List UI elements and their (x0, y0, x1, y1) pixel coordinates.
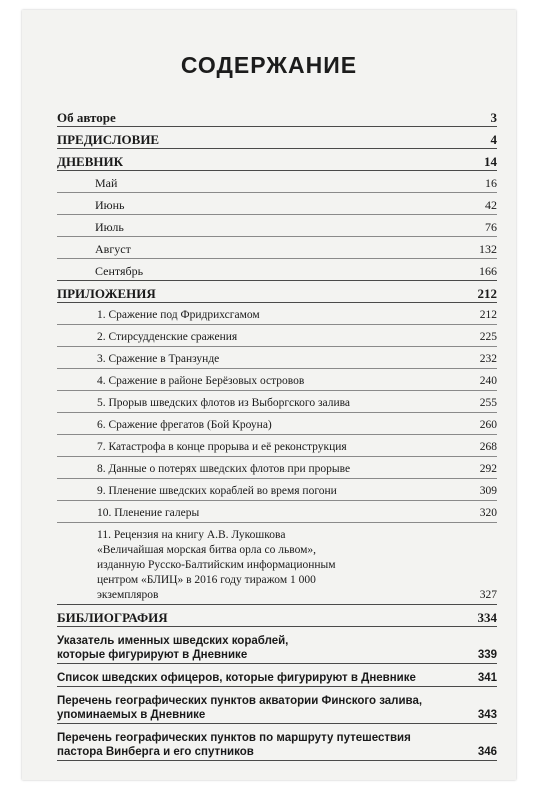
toc-entry-label: Июнь (95, 198, 125, 212)
page-title: СОДЕРЖАНИЕ (180, 52, 358, 78)
toc-entry-appendix-10 (57, 506, 497, 521)
toc-entry-page: 16 (485, 176, 497, 190)
toc-entry-appendix-6 (57, 418, 497, 433)
toc-entry-page: 255 (479, 397, 497, 409)
toc-entry-page: 225 (479, 331, 497, 343)
toc-entry-page: 292 (479, 463, 497, 475)
toc-entry-label: Перечень географических пунктов по маршруту путешествия пастора Винберга и его спутников (57, 732, 411, 758)
toc-entry-page: 268 (479, 441, 497, 453)
toc-entry-page: 212 (477, 286, 497, 301)
toc-entry-route-places (57, 731, 497, 759)
toc-entry-appendices (57, 286, 497, 301)
toc-entry-label: 2. Стирсудденские сражения (97, 331, 238, 343)
toc-entry-label: Август (95, 242, 131, 256)
toc-entry-label: Перечень географических пунктов акватории Финского залива, упоминаемых в Дневнике (57, 695, 423, 721)
toc-entry-gulf-places (57, 694, 497, 722)
toc-entry-label: ДНЕВНИК (57, 154, 124, 169)
toc-entry-officers-list (57, 671, 497, 685)
toc-entry-page: 334 (477, 610, 497, 625)
toc-entry-label: ПРЕДИСЛОВИЕ (57, 132, 160, 147)
toc-entry-appendix-5 (57, 396, 497, 411)
toc-entry-label: Указатель именных шведских кораблей, которые фигурируют в Дневнике (57, 635, 289, 661)
toc-entry-label: Список шведских офицеров, которые фигурируют в Дневнике (57, 672, 416, 684)
book-page (22, 10, 516, 780)
toc-entry-page: 320 (479, 507, 497, 519)
toc-entry-appendix-7 (57, 440, 497, 455)
toc-entry-may (57, 176, 497, 191)
toc-entry-label: 10. Пленение галеры (97, 507, 200, 519)
toc-entry-page: 3 (490, 110, 497, 125)
toc-entry-label: 11. Рецензия на книгу А.В. Лукошкова «Величайшая морская битва орла со львом», изданную Русско-Балтийским информационным центром «БЛИЦ» в 2016 году тиражом 1 000 экземпляров (97, 529, 336, 601)
toc-entry-label: ПРИЛОЖЕНИЯ (57, 286, 156, 301)
toc-entry-label: Июль (95, 220, 124, 234)
toc-entry-label: 6. Сражение фрегатов (Бой Кроуна) (97, 419, 272, 431)
toc-entry-page: 343 (477, 709, 497, 721)
toc-entry-about-author (57, 110, 497, 125)
toc-entry-appendix-11 (57, 528, 497, 603)
toc-entry-label: 9. Пленение шведских кораблей во время погони (97, 485, 337, 497)
toc-entry-appendix-4 (57, 374, 497, 389)
toc-entry-label: 3. Сражение в Транзунде (97, 353, 220, 365)
toc-entry-label: 4. Сражение в районе Берёзовых островов (97, 375, 305, 387)
toc-entry-appendix-9 (57, 484, 497, 499)
toc-entry-page: 132 (479, 242, 497, 256)
toc-entry-september (57, 264, 497, 279)
toc-entry-june (57, 198, 497, 213)
toc-entry-bibliography (57, 610, 497, 625)
toc-entry-label: Сентябрь (95, 264, 144, 278)
toc-entry-page: 4 (490, 132, 497, 147)
toc-entry-page: 166 (479, 264, 497, 278)
toc-entry-appendix-8 (57, 462, 497, 477)
toc-entry-appendix-3 (57, 352, 497, 367)
toc-entry-page: 260 (479, 419, 497, 431)
toc-entry-label: 8. Данные о потерях шведских флотов при прорыве (97, 463, 351, 475)
toc-entry-page: 240 (479, 375, 497, 387)
toc-entry-page: 14 (484, 154, 497, 169)
toc-entry-page: 76 (485, 220, 497, 234)
toc-entry-page: 232 (479, 353, 497, 365)
table-of-contents (57, 110, 497, 761)
toc-entry-ships-index (57, 634, 497, 662)
toc-entry-page: 327 (479, 589, 497, 601)
toc-entry-august (57, 242, 497, 257)
toc-entry-page: 309 (479, 485, 497, 497)
toc-entry-label: 1. Сражение под Фридрихсгамом (97, 309, 260, 321)
toc-entry-diary (57, 154, 497, 169)
toc-entry-label: Май (95, 176, 118, 190)
toc-entry-july (57, 220, 497, 235)
toc-entry-preface (57, 132, 497, 147)
toc-entry-page: 42 (485, 198, 497, 212)
toc-entry-page: 346 (477, 746, 497, 758)
toc-entry-label: БИБЛИОГРАФИЯ (57, 610, 168, 625)
toc-entry-appendix-2 (57, 330, 497, 345)
toc-entry-page: 339 (477, 649, 497, 661)
divider (57, 760, 497, 761)
toc-entry-label: 7. Катастрофа в конце прорыва и её реконструкция (97, 441, 347, 453)
toc-entry-page: 212 (479, 309, 497, 321)
toc-entry-label: Об авторе (57, 110, 116, 125)
toc-entry-appendix-1 (57, 308, 497, 323)
toc-entry-page: 341 (477, 672, 497, 684)
toc-entry-label: 5. Прорыв шведских флотов из Выборгского залива (97, 397, 350, 409)
